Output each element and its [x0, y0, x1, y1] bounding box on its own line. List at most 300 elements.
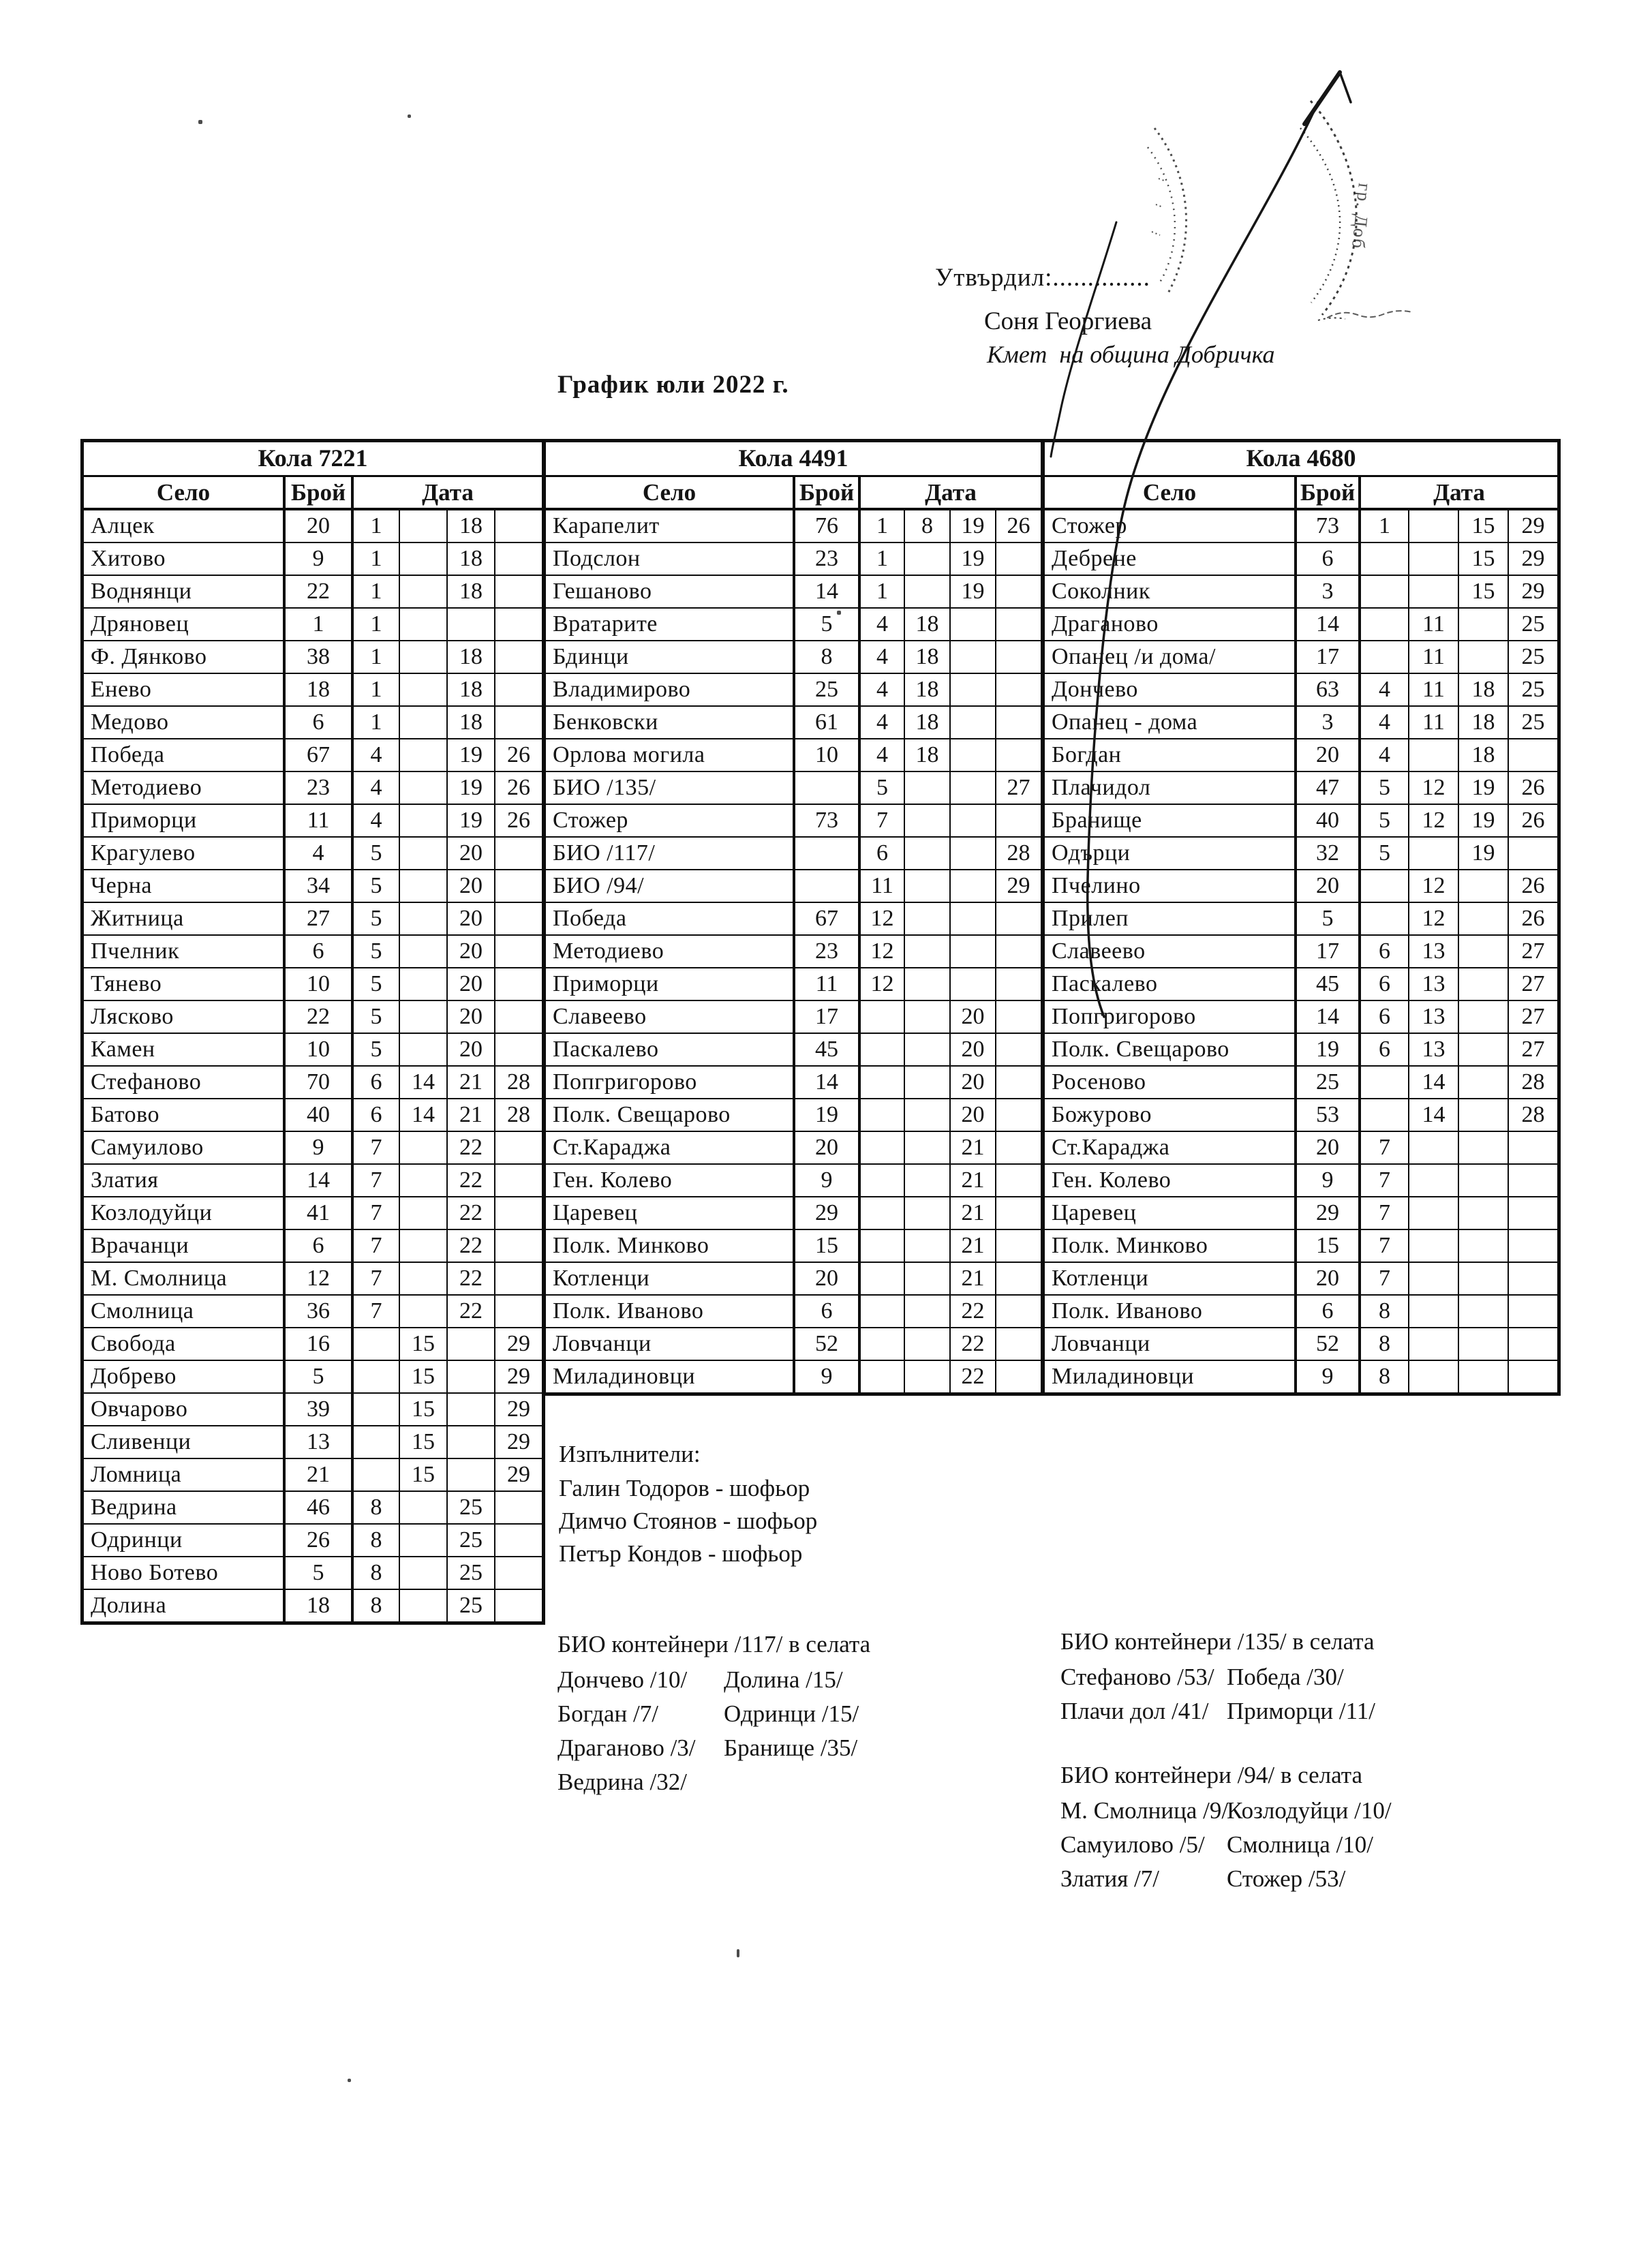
- village-cell: Драганово: [1045, 607, 1294, 640]
- village-cell: Методиево: [546, 934, 793, 967]
- date-cell: [494, 542, 542, 575]
- date-cell: [995, 673, 1041, 705]
- date-cell: [904, 771, 949, 804]
- column-header-data: Дата: [351, 475, 542, 509]
- date-cell: [904, 902, 949, 934]
- column-header-broi: Брой: [283, 475, 351, 509]
- count-cell: 9: [283, 542, 351, 575]
- count-cell: 41: [283, 1196, 351, 1229]
- date-cell: 20: [949, 1098, 995, 1131]
- date-cell: 14: [399, 1098, 446, 1131]
- count-cell: 76: [793, 509, 858, 542]
- date-cell: 11: [858, 869, 904, 902]
- date-cell: [399, 1523, 446, 1556]
- village-cell: Полк. Минково: [1045, 1229, 1294, 1262]
- date-cell: 1: [858, 509, 904, 542]
- date-cell: [904, 1262, 949, 1294]
- date-cell: [399, 1000, 446, 1033]
- village-cell: Козлодуйци: [84, 1196, 283, 1229]
- date-cell: [995, 542, 1041, 575]
- count-cell: 3: [1294, 705, 1358, 738]
- date-cell: 20: [446, 1000, 494, 1033]
- date-cell: 19: [446, 804, 494, 836]
- date-cell: 5: [351, 902, 399, 934]
- date-cell: 25: [1508, 705, 1557, 738]
- date-cell: [494, 1262, 542, 1294]
- bio-item: Плачи дол /41/: [1060, 1698, 1209, 1724]
- driver-line: Петър Кондов - шофьор: [559, 1540, 803, 1567]
- date-cell: 5: [858, 771, 904, 804]
- date-cell: [399, 640, 446, 673]
- date-cell: [949, 738, 995, 771]
- bio-note-117: [557, 1626, 890, 1799]
- village-cell: Добрево: [84, 1360, 283, 1392]
- count-cell: 20: [1294, 1131, 1358, 1163]
- date-cell: 14: [399, 1065, 446, 1098]
- date-cell: 1: [351, 607, 399, 640]
- date-cell: 11: [1408, 640, 1458, 673]
- date-cell: 13: [1408, 934, 1458, 967]
- date-cell: [949, 804, 995, 836]
- date-cell: [399, 1262, 446, 1294]
- date-cell: [399, 542, 446, 575]
- date-cell: [1508, 1163, 1557, 1196]
- date-cell: [949, 705, 995, 738]
- village-cell: Попгригорово: [546, 1065, 793, 1098]
- date-cell: 19: [1458, 771, 1508, 804]
- village-cell: Камен: [84, 1033, 283, 1065]
- count-cell: 73: [1294, 509, 1358, 542]
- date-cell: 7: [351, 1163, 399, 1196]
- date-cell: [399, 804, 446, 836]
- count-cell: 22: [283, 1000, 351, 1033]
- date-cell: [399, 1589, 446, 1621]
- date-cell: 18: [446, 673, 494, 705]
- date-cell: 26: [995, 509, 1041, 542]
- date-cell: [446, 1392, 494, 1425]
- date-cell: [1458, 902, 1508, 934]
- village-cell: Бдинци: [546, 640, 793, 673]
- village-cell: Ломница: [84, 1458, 283, 1491]
- table-car-label: Кола 4491: [738, 444, 848, 472]
- date-cell: [1408, 1294, 1458, 1327]
- date-cell: [494, 1589, 542, 1621]
- date-cell: [351, 1392, 399, 1425]
- count-cell: 6: [283, 705, 351, 738]
- date-cell: [1408, 1131, 1458, 1163]
- date-cell: 21: [949, 1131, 995, 1163]
- date-cell: [1408, 1196, 1458, 1229]
- column-header-selo: Село: [546, 475, 793, 509]
- village-cell: Прилеп: [1045, 902, 1294, 934]
- date-cell: [1408, 1360, 1458, 1392]
- table-kola-4680: [1041, 439, 1561, 1396]
- date-cell: 28: [1508, 1065, 1557, 1098]
- date-cell: [399, 705, 446, 738]
- village-cell: БИО /94/: [546, 869, 793, 902]
- date-cell: [446, 1425, 494, 1458]
- count-cell: 67: [793, 902, 858, 934]
- village-cell: Хитово: [84, 542, 283, 575]
- count-cell: 8: [793, 640, 858, 673]
- date-cell: [399, 1294, 446, 1327]
- date-cell: [995, 575, 1041, 607]
- date-cell: [1508, 1131, 1557, 1163]
- date-cell: 26: [1508, 771, 1557, 804]
- date-cell: [995, 967, 1041, 1000]
- bio-item: Драганово /3/: [557, 1734, 696, 1761]
- village-cell: Одърци: [1045, 836, 1294, 869]
- date-cell: 7: [1358, 1196, 1408, 1229]
- date-cell: 7: [1358, 1163, 1408, 1196]
- count-cell: 19: [1294, 1033, 1358, 1065]
- date-cell: 19: [1458, 836, 1508, 869]
- date-cell: [1458, 1065, 1508, 1098]
- count-cell: 70: [283, 1065, 351, 1098]
- village-cell: Батово: [84, 1098, 283, 1131]
- date-cell: [1458, 1000, 1508, 1033]
- date-cell: 1: [858, 542, 904, 575]
- date-cell: 4: [858, 607, 904, 640]
- date-cell: 8: [1358, 1360, 1408, 1392]
- date-cell: 28: [1508, 1098, 1557, 1131]
- count-cell: 9: [1294, 1163, 1358, 1196]
- village-cell: Котленци: [1045, 1262, 1294, 1294]
- count-cell: 15: [793, 1229, 858, 1262]
- count-cell: 16: [283, 1327, 351, 1360]
- village-cell: Царевец: [1045, 1196, 1294, 1229]
- date-cell: [995, 902, 1041, 934]
- date-cell: 21: [446, 1098, 494, 1131]
- count-cell: 73: [793, 804, 858, 836]
- date-cell: [995, 1033, 1041, 1065]
- date-cell: 6: [1358, 1033, 1408, 1065]
- date-cell: 29: [1508, 509, 1557, 542]
- date-cell: [949, 640, 995, 673]
- date-cell: [1458, 640, 1508, 673]
- bio-item: М. Смолница /9/: [1060, 1797, 1229, 1824]
- village-cell: Победа: [84, 738, 283, 771]
- count-cell: 40: [1294, 804, 1358, 836]
- executors-heading: Изпълнители:: [559, 1441, 701, 1467]
- date-cell: [995, 640, 1041, 673]
- count-cell: 20: [793, 1262, 858, 1294]
- date-cell: 7: [1358, 1131, 1408, 1163]
- date-cell: 1: [351, 673, 399, 705]
- date-cell: 18: [446, 640, 494, 673]
- village-cell: Подслон: [546, 542, 793, 575]
- date-cell: 4: [858, 640, 904, 673]
- date-cell: [904, 934, 949, 967]
- count-cell: 10: [283, 967, 351, 1000]
- date-cell: [494, 902, 542, 934]
- date-cell: [858, 1262, 904, 1294]
- count-cell: 22: [283, 575, 351, 607]
- date-cell: 26: [494, 804, 542, 836]
- date-cell: 27: [995, 771, 1041, 804]
- count-cell: 53: [1294, 1098, 1358, 1131]
- count-cell: 9: [283, 1131, 351, 1163]
- date-cell: [494, 607, 542, 640]
- village-cell: Ловчанци: [1045, 1327, 1294, 1360]
- village-cell: Ст.Караджа: [546, 1131, 793, 1163]
- village-cell: Дебрене: [1045, 542, 1294, 575]
- count-cell: 25: [793, 673, 858, 705]
- date-cell: 8: [351, 1523, 399, 1556]
- village-cell: Овчарово: [84, 1392, 283, 1425]
- date-cell: [399, 1491, 446, 1523]
- date-cell: 25: [446, 1491, 494, 1523]
- date-cell: [904, 967, 949, 1000]
- village-cell: Стожер: [546, 804, 793, 836]
- village-cell: Попгригорово: [1045, 1000, 1294, 1033]
- approver-title: Кмет на община Добричка: [987, 341, 1275, 368]
- stamp-icon: [1300, 101, 1356, 320]
- driver-line: Димчо Стоянов - шофьор: [559, 1508, 818, 1534]
- date-cell: [858, 1196, 904, 1229]
- date-cell: 25: [1508, 673, 1557, 705]
- date-cell: [1508, 1294, 1557, 1327]
- count-cell: 9: [793, 1163, 858, 1196]
- date-cell: [904, 1294, 949, 1327]
- date-cell: 12: [1408, 771, 1458, 804]
- date-cell: [1458, 1327, 1508, 1360]
- village-cell: Пчелино: [1045, 869, 1294, 902]
- date-cell: 5: [1358, 836, 1408, 869]
- count-cell: 6: [1294, 1294, 1358, 1327]
- date-cell: 18: [904, 738, 949, 771]
- count-cell: 20: [1294, 869, 1358, 902]
- date-cell: [1358, 575, 1408, 607]
- village-cell: Бранище: [1045, 804, 1294, 836]
- bio-item: Победа /30/: [1227, 1664, 1344, 1690]
- date-cell: 20: [446, 869, 494, 902]
- date-cell: 25: [446, 1523, 494, 1556]
- count-cell: 23: [793, 542, 858, 575]
- date-cell: [1508, 1229, 1557, 1262]
- date-cell: [995, 705, 1041, 738]
- date-cell: [399, 902, 446, 934]
- bio-note-135: [1060, 1623, 1393, 1728]
- date-cell: 26: [494, 738, 542, 771]
- date-cell: [1358, 902, 1408, 934]
- date-cell: [351, 1360, 399, 1392]
- date-cell: 27: [1508, 967, 1557, 1000]
- village-cell: М. Смолница: [84, 1262, 283, 1294]
- scan-speck: [737, 1949, 739, 1957]
- village-cell: Лясково: [84, 1000, 283, 1033]
- date-cell: 18: [904, 705, 949, 738]
- date-cell: 27: [1508, 1000, 1557, 1033]
- date-cell: 12: [858, 902, 904, 934]
- scan-speck: [837, 611, 841, 615]
- scan-speck: [408, 114, 411, 118]
- date-cell: 8: [351, 1491, 399, 1523]
- date-cell: 11: [1408, 607, 1458, 640]
- date-cell: 20: [446, 967, 494, 1000]
- date-cell: 28: [494, 1098, 542, 1131]
- date-cell: [1408, 509, 1458, 542]
- date-cell: 18: [904, 673, 949, 705]
- date-cell: 27: [1508, 934, 1557, 967]
- date-cell: 12: [1408, 902, 1458, 934]
- date-cell: 8: [1358, 1327, 1408, 1360]
- date-cell: 6: [1358, 967, 1408, 1000]
- village-cell: Ловчанци: [546, 1327, 793, 1360]
- date-cell: [446, 607, 494, 640]
- village-cell: Гешаново: [546, 575, 793, 607]
- stamp-icon: [1148, 128, 1187, 293]
- date-cell: 7: [351, 1196, 399, 1229]
- date-cell: [858, 1000, 904, 1033]
- date-cell: [399, 1556, 446, 1589]
- date-cell: [399, 509, 446, 542]
- count-cell: 47: [1294, 771, 1358, 804]
- date-cell: 4: [351, 738, 399, 771]
- date-cell: 15: [399, 1360, 446, 1392]
- village-cell: Соколник: [1045, 575, 1294, 607]
- date-cell: [399, 1196, 446, 1229]
- bio-item: Самуилово /5/: [1060, 1831, 1205, 1858]
- date-cell: [858, 1131, 904, 1163]
- date-cell: [949, 836, 995, 869]
- date-cell: [494, 509, 542, 542]
- date-cell: [1508, 738, 1557, 771]
- date-cell: [904, 1065, 949, 1098]
- date-cell: 26: [494, 771, 542, 804]
- village-cell: Ст.Караджа: [1045, 1131, 1294, 1163]
- date-cell: 4: [858, 705, 904, 738]
- date-cell: 26: [1508, 869, 1557, 902]
- date-cell: [904, 1360, 949, 1392]
- count-cell: [793, 771, 858, 804]
- date-cell: 29: [494, 1392, 542, 1425]
- count-cell: 27: [283, 902, 351, 934]
- date-cell: 22: [446, 1163, 494, 1196]
- date-cell: [1508, 1360, 1557, 1392]
- date-cell: [1458, 967, 1508, 1000]
- date-cell: [1458, 1294, 1508, 1327]
- count-cell: 14: [1294, 1000, 1358, 1033]
- approval-label: Утвърдил:..............: [935, 264, 1150, 292]
- date-cell: [858, 1360, 904, 1392]
- date-cell: 5: [351, 967, 399, 1000]
- count-cell: 20: [1294, 1262, 1358, 1294]
- date-cell: [1408, 575, 1458, 607]
- count-cell: 14: [793, 575, 858, 607]
- bio-item: Богдан /7/: [557, 1700, 658, 1727]
- count-cell: 19: [793, 1098, 858, 1131]
- date-cell: 4: [351, 771, 399, 804]
- date-cell: 4: [1358, 705, 1408, 738]
- date-cell: [858, 1163, 904, 1196]
- date-cell: [904, 1033, 949, 1065]
- date-cell: [1458, 1262, 1508, 1294]
- date-cell: 28: [494, 1065, 542, 1098]
- count-cell: 39: [283, 1392, 351, 1425]
- date-cell: [904, 804, 949, 836]
- date-cell: [446, 1360, 494, 1392]
- date-cell: 8: [904, 509, 949, 542]
- date-cell: [494, 934, 542, 967]
- date-cell: 4: [858, 673, 904, 705]
- date-cell: [1458, 1229, 1508, 1262]
- column-header-broi: Брой: [1294, 475, 1358, 509]
- table-car-label: Кола 4680: [1246, 444, 1356, 472]
- village-cell: Долина: [84, 1589, 283, 1621]
- date-cell: 18: [1458, 738, 1508, 771]
- bio-note-heading: БИО контейнери /135/ в селата: [1060, 1628, 1375, 1655]
- date-cell: 26: [1508, 902, 1557, 934]
- date-cell: [351, 1458, 399, 1491]
- village-cell: Божурово: [1045, 1098, 1294, 1131]
- date-cell: [1358, 640, 1408, 673]
- date-cell: 15: [399, 1425, 446, 1458]
- count-cell: 4: [283, 836, 351, 869]
- date-cell: 18: [1458, 673, 1508, 705]
- stamp-text: гр. Доб: [1347, 182, 1375, 251]
- date-cell: [904, 1327, 949, 1360]
- count-cell: 40: [283, 1098, 351, 1131]
- date-cell: 7: [858, 804, 904, 836]
- count-cell: 6: [793, 1294, 858, 1327]
- date-cell: [904, 575, 949, 607]
- date-cell: 5: [1358, 771, 1408, 804]
- village-cell: Победа: [546, 902, 793, 934]
- date-cell: 22: [949, 1360, 995, 1392]
- date-cell: [399, 1033, 446, 1065]
- date-cell: 4: [858, 738, 904, 771]
- count-cell: 5: [793, 607, 858, 640]
- date-cell: 5: [351, 836, 399, 869]
- date-cell: [1358, 1065, 1408, 1098]
- date-cell: 15: [399, 1458, 446, 1491]
- date-cell: [949, 902, 995, 934]
- date-cell: [399, 1163, 446, 1196]
- count-cell: 61: [793, 705, 858, 738]
- count-cell: 12: [283, 1262, 351, 1294]
- date-cell: 21: [949, 1163, 995, 1196]
- count-cell: 9: [793, 1360, 858, 1392]
- date-cell: [995, 1065, 1041, 1098]
- date-cell: [1508, 836, 1557, 869]
- date-cell: [949, 934, 995, 967]
- date-cell: [995, 1294, 1041, 1327]
- date-cell: 18: [904, 607, 949, 640]
- village-cell: Царевец: [546, 1196, 793, 1229]
- date-cell: [995, 738, 1041, 771]
- date-cell: [995, 1196, 1041, 1229]
- village-cell: Смолница: [84, 1294, 283, 1327]
- date-cell: [446, 1458, 494, 1491]
- village-cell: Полк. Иваново: [546, 1294, 793, 1327]
- date-cell: [1408, 1229, 1458, 1262]
- date-cell: 19: [446, 738, 494, 771]
- bio-item: Стожер /53/: [1227, 1865, 1346, 1892]
- date-cell: 14: [1408, 1065, 1458, 1098]
- date-cell: [494, 705, 542, 738]
- count-cell: 20: [1294, 738, 1358, 771]
- village-cell: Алцек: [84, 509, 283, 542]
- date-cell: 1: [351, 640, 399, 673]
- date-cell: 19: [949, 509, 995, 542]
- date-cell: [904, 836, 949, 869]
- date-cell: 15: [1458, 509, 1508, 542]
- date-cell: 18: [446, 542, 494, 575]
- date-cell: [1458, 934, 1508, 967]
- village-cell: Ф. Дянково: [84, 640, 283, 673]
- date-cell: 25: [1508, 640, 1557, 673]
